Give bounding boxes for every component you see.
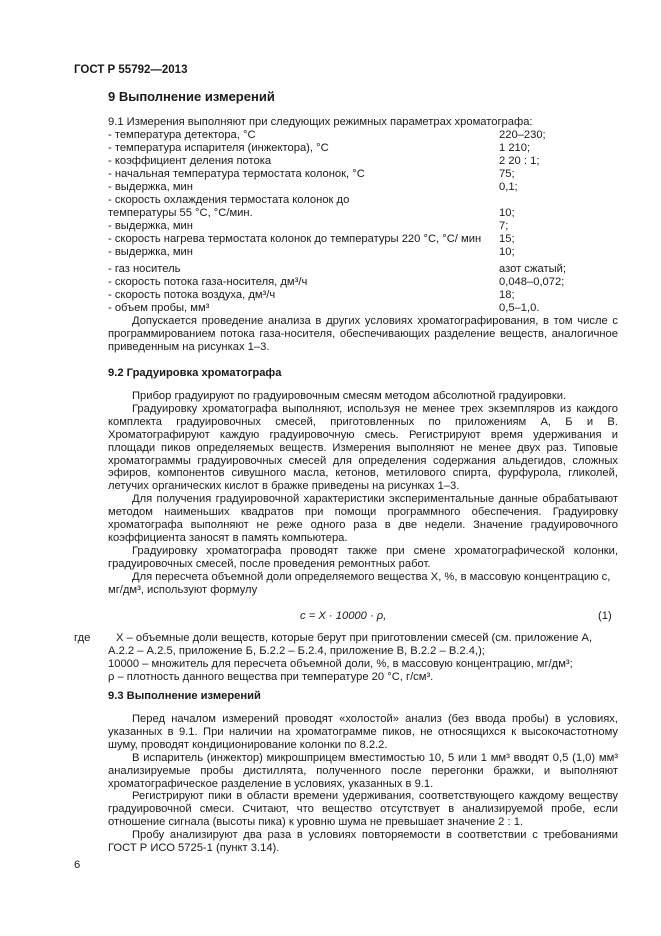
page-number: 6 bbox=[74, 859, 81, 871]
paragraph: В испаритель (инжектор) микрошприцем вместимостью 10, 5 или 1 мм³ вводят 0,5 (1,0) мм³ анализируемые пробы дистиллята, полученного после перегонки бражки, и выполняют хроматографическое разделение в условиях, указанных в 9.1. bbox=[108, 751, 618, 790]
param-name: - температура детектора, °С bbox=[108, 129, 256, 141]
paragraph-continuation: мг/дм³, используют формулу bbox=[108, 583, 258, 596]
param-value: 75; bbox=[499, 168, 515, 180]
paragraph: Градуировку хроматографа выполняют, используя не менее трех экземпляров из каждого комплекта градуировочных смесей, приготовленных по приложениям А, Б и В. Хроматографируют каждую градуировочную смесь. Регистрируют время удерживания и площади пиков определяемых веществ. Измерения выполняют не менее двух раз. Типовые хроматограммы градуировочных смесей для определения содержания альдегидов, сложных эфиров, компонентов сивушного масла, кетонов, метилового спирта, фурфурола, гликолей, летучих органических кислот в бражке приведены на рисунках 1–3. bbox=[108, 402, 618, 493]
param-value: 220–230; bbox=[499, 129, 546, 141]
paragraph: Прибор градуируют по градуировочным смесям методом абсолютной градуировки. bbox=[132, 390, 567, 402]
section-9-note bbox=[108, 315, 618, 354]
param-value: 0,048–0,072; bbox=[499, 276, 565, 288]
param-name: - выдержка, мин bbox=[108, 246, 193, 258]
param-value: 7; bbox=[499, 220, 509, 232]
section-9-1-intro: 9.1 Измерения выполняют при следующих режимных параметрах хроматографа: bbox=[108, 116, 533, 128]
section-9-3-body bbox=[108, 713, 618, 855]
param-name: температуры 55 °С, °С/мин. bbox=[108, 207, 253, 219]
param-value: азот сжатый; bbox=[499, 263, 567, 275]
param-name: - выдержка, мин bbox=[108, 220, 193, 232]
formula: c = X · 10000 · ρ, bbox=[300, 610, 387, 622]
definition: X – объемные доли веществ, которые берут при приготовлении смесей (см. приложение А, bbox=[116, 632, 593, 644]
param-name: - газ носитель bbox=[108, 263, 181, 275]
definition-continuation: А.2.2 – А.2.5, приложение Б, Б.2.2 – Б.2.4, приложение В, В.2.2 – В.2.4,); bbox=[108, 644, 485, 657]
param-value: 18; bbox=[499, 289, 515, 301]
param-value: 2 20 : 1; bbox=[499, 155, 540, 167]
note-paragraph: Допускается проведение анализа в других условиях хроматографирования, в том числе с программированием потока газа-носителя, обеспечивающих разделение веществ, аналогичное приведенным на рисунках 1–3. bbox=[108, 315, 618, 353]
section-9-3-title: 9.3 Выполнение измерений bbox=[108, 690, 261, 702]
param-value: 0,5–1,0. bbox=[499, 302, 540, 314]
param-name: - коэффициент деления потока bbox=[108, 155, 272, 167]
param-value: 0,1; bbox=[499, 181, 518, 193]
param-value: 10; bbox=[499, 246, 515, 258]
paragraph: Пробу анализируют два раза в условиях повторяемости в соответствии с требованиями ГОСТ Р ИСО 5725-1 (пункт 3.14). bbox=[108, 829, 618, 855]
paragraph: Для пересчета объемной доли определяемого вещества X, %, в массовую концентрацию c, bbox=[132, 570, 611, 583]
section-9-title: 9 Выполнение измерений bbox=[108, 89, 275, 104]
paragraph: Для получения градуировочной характеристики экспериментальные данные обрабатывают методом наименьших квадратов при помощи программного обеспечения. Градуировку хроматографа выполняют не реже одного раза в две недели. Значение градуировочного коэффициента заносят в память компьютера. bbox=[108, 493, 618, 544]
param-name: - скорость нагрева термостата колонок до температуры 220 °С, °С/ мин bbox=[108, 233, 482, 245]
definition: ρ – плотность данного вещества при температуре 20 °С, г/см³. bbox=[108, 670, 434, 683]
where-label: где bbox=[74, 632, 91, 644]
definition: 10000 – множитель для пересчета объемной доли, %, в массовую концентрацию, мг/дм³; bbox=[108, 657, 573, 670]
param-name: - температура испарителя (инжектора), °С bbox=[108, 142, 329, 154]
param-value: 10; bbox=[499, 207, 515, 219]
paragraph: Перед началом измерений проводят «холостой» анализ (без ввода пробы) в условиях, указанных в 9.1. При наличии на хроматограмме пиков, не относящихся к высокочастотному шуму, проводят кондиционирование колонки по 8.2.2. bbox=[108, 713, 618, 751]
param-value: 1 210; bbox=[499, 142, 531, 154]
where-definitions bbox=[108, 632, 618, 684]
param-name: - начальная температура термостата колонок, °С bbox=[108, 168, 365, 180]
param-name: - выдержка, мин bbox=[108, 181, 193, 193]
section-9-2-title: 9.2 Градуировка хроматографа bbox=[108, 367, 282, 379]
param-name: - скорость потока газа-носителя, дм³/ч bbox=[108, 276, 308, 288]
param-name: - скорость потока воздуха, дм³/ч bbox=[108, 289, 276, 301]
section-9-2-body bbox=[108, 390, 618, 597]
param-value: 15; bbox=[499, 233, 515, 245]
param-name: - объем пробы, мм³ bbox=[108, 302, 210, 314]
param-name: - скорость охлаждения термостата колонок до bbox=[108, 194, 350, 206]
document-header: ГОСТ Р 55792—2013 bbox=[74, 64, 188, 76]
paragraph: Регистрируют пики в области времени удерживания, соответствующего каждому веществу градуировочной смеси. Считают, что вещество отсутствует в анализируемой пробе, если отношение сигнала (высоты пика) к уровню шума не превышает значение 2 : 1. bbox=[108, 790, 618, 829]
formula-number: (1) bbox=[598, 610, 612, 622]
paragraph: Градуировку хроматографа проводят также при смене хроматографической колонки, градуировочных смесей, после проведения ремонтных работ. bbox=[108, 544, 618, 570]
